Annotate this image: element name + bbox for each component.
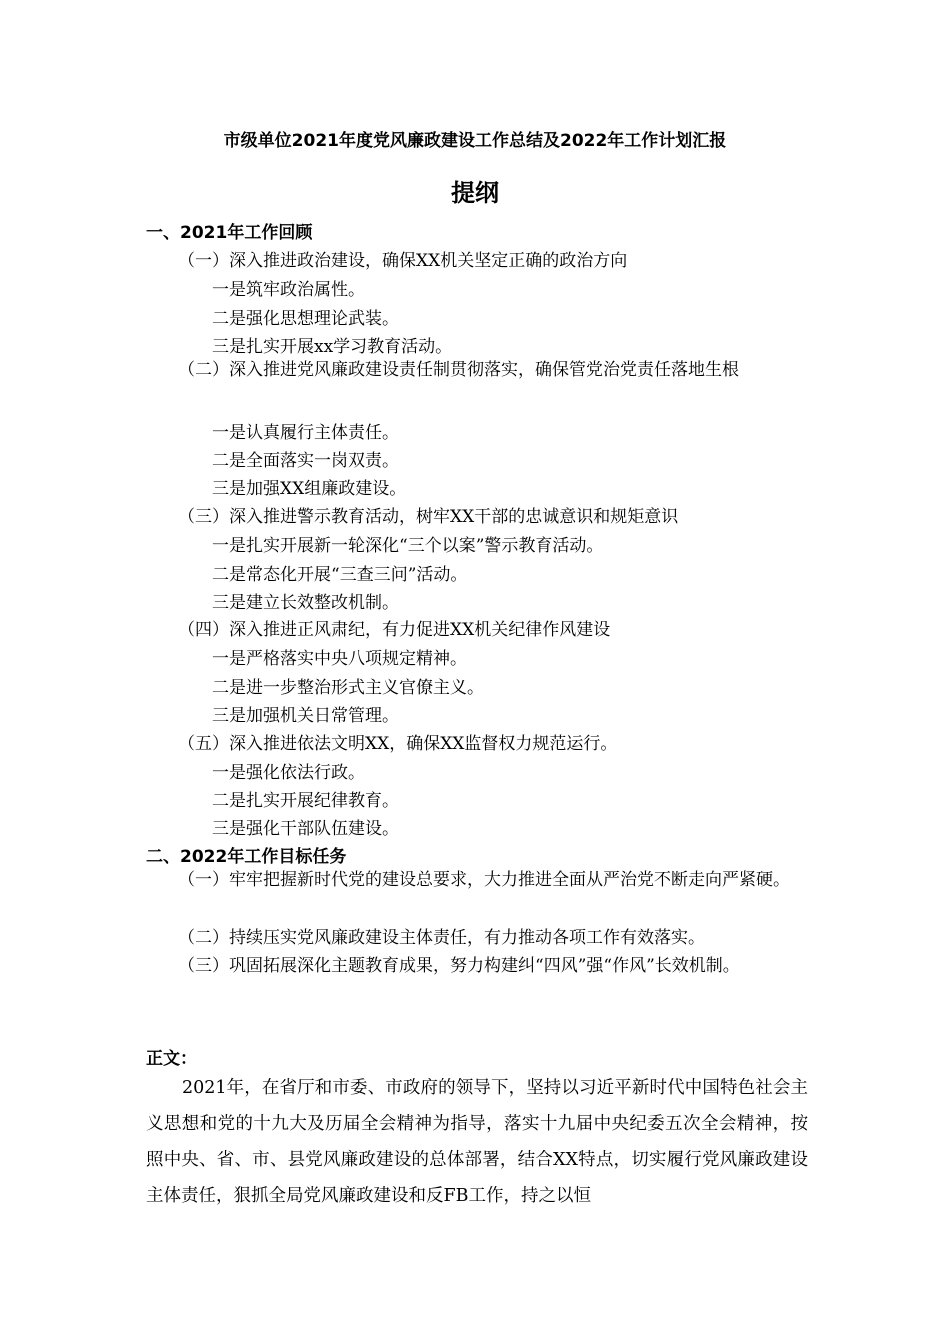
review-point: 三是加强机关日常管理。 bbox=[212, 706, 399, 726]
review-point: 二是进一步整治形式主义官僚主义。 bbox=[212, 678, 484, 698]
review-point: 二是常态化开展“三查三问”活动。 bbox=[212, 565, 468, 585]
goal-item: （一）牢牢把握新时代党的建设总要求，大力推进全面从严治党不断走向严紧硬。 bbox=[178, 870, 790, 890]
body-paragraph: 2021年，在省厅和市委、市政府的领导下，坚持以习近平新时代中国特色社会主义思想和党的十九大及历届全会精神为指导，落实十九届中央纪委五次全会精神，按照中央、省、市、县党风廉政建设的总体部署，结合XX特点，切实履行党风廉政建设主体责任，狠抓全局党风廉政建设和反FB工作，持之以恒 bbox=[146, 1078, 808, 1206]
section-heading-review: 一、2021年工作回顾 bbox=[146, 223, 313, 243]
review-item-heading: （二）深入推进党风廉政建设责任制贯彻落实，确保管党治党责任落地生根 bbox=[178, 360, 739, 380]
review-point: 一是严格落实中央八项规定精神。 bbox=[212, 649, 467, 669]
review-point: 一是认真履行主体责任。 bbox=[212, 423, 399, 443]
review-point: 一是强化依法行政。 bbox=[212, 763, 365, 783]
review-point: 三是强化干部队伍建设。 bbox=[212, 819, 399, 839]
review-item-heading: （三）深入推进警示教育活动，树牢XX干部的忠诚意识和规矩意识 bbox=[178, 507, 679, 527]
review-point: 一是筑牢政治属性。 bbox=[212, 280, 365, 300]
document-title: 市级单位2021年度党风廉政建设工作总结及2022年工作计划汇报 bbox=[223, 131, 727, 151]
review-item-heading: （四）深入推进正风肃纪，有力促进XX机关纪律作风建设 bbox=[178, 620, 611, 640]
goal-item: （二）持续压实党风廉政建设主体责任，有力推动各项工作有效落实。 bbox=[178, 928, 705, 948]
review-point: 三是加强XX组廉政建设。 bbox=[212, 479, 407, 499]
outline-title: 提纲 bbox=[451, 179, 499, 207]
review-point: 二是强化思想理论武装。 bbox=[212, 309, 399, 329]
review-point: 二是扎实开展纪律教育。 bbox=[212, 791, 399, 811]
review-point: 三是扎实开展xx学习教育活动。 bbox=[212, 337, 453, 357]
body-label: 正文： bbox=[146, 1049, 197, 1069]
review-item-heading: （五）深入推进依法文明XX，确保XX监督权力规范运行。 bbox=[178, 734, 618, 754]
section-heading-goals: 二、2022年工作目标任务 bbox=[146, 847, 347, 867]
goal-item: （三）巩固拓展深化主题教育成果，努力构建纠“四风”强“作风”长效机制。 bbox=[178, 956, 740, 976]
review-point: 三是建立长效整改机制。 bbox=[212, 593, 399, 613]
review-item-heading: （一）深入推进政治建设，确保XX机关坚定正确的政治方向 bbox=[178, 251, 628, 271]
review-point: 一是扎实开展新一轮深化“三个以案”警示教育活动。 bbox=[212, 536, 604, 556]
review-point: 二是全面落实一岗双责。 bbox=[212, 451, 399, 471]
